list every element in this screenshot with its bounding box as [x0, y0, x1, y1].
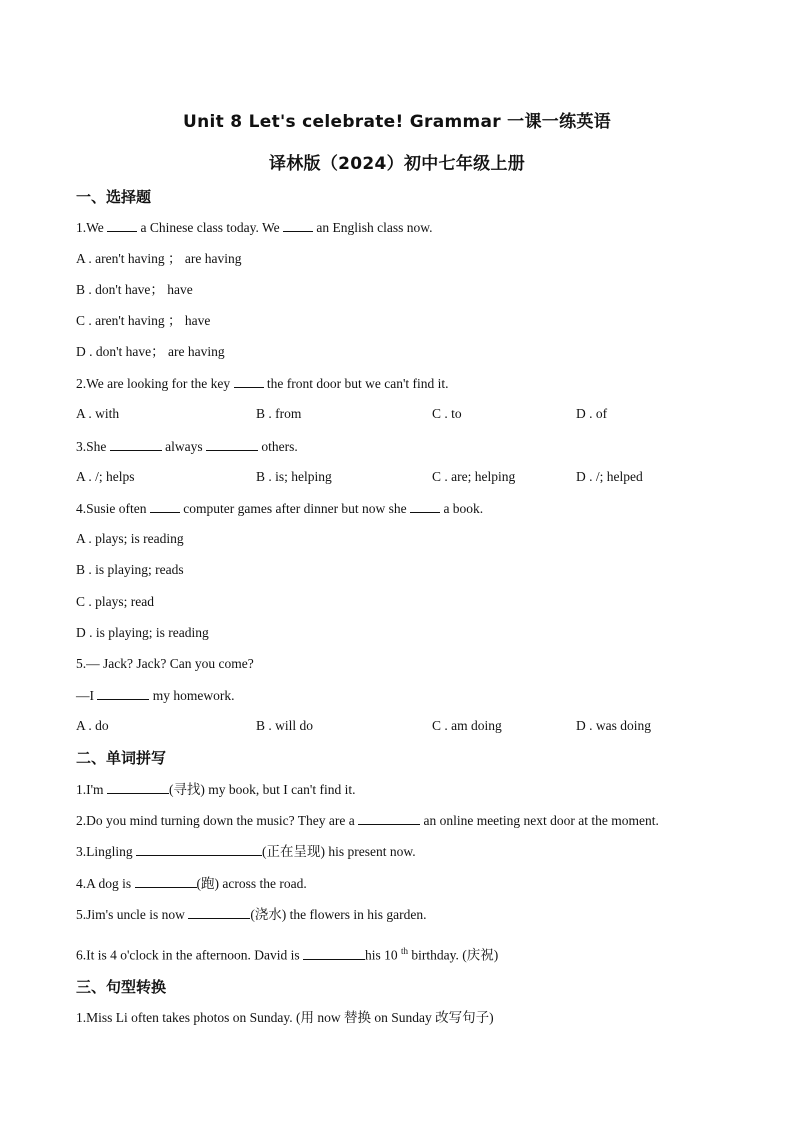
- q4-option-c[interactable]: C . plays; read: [76, 594, 154, 609]
- answer-blank[interactable]: [97, 687, 149, 700]
- q2-option-d[interactable]: D . of: [576, 406, 608, 421]
- section-heading-sentence-transform: 三、句型转换: [76, 978, 167, 996]
- answer-blank[interactable]: [206, 438, 258, 451]
- answer-blank[interactable]: [110, 438, 162, 451]
- section-heading-spelling: 二、单词拼写: [76, 749, 167, 767]
- section-heading-multiple-choice: 一、选择题: [76, 188, 152, 206]
- answer-blank[interactable]: [410, 500, 440, 513]
- q1-option-c[interactable]: C . aren't having ； have: [76, 313, 211, 328]
- q5-option-d[interactable]: D . was doing: [576, 718, 651, 733]
- q3-option-b[interactable]: B . is; helping: [256, 469, 332, 484]
- answer-blank[interactable]: [107, 781, 169, 794]
- q2-option-c[interactable]: C . to: [432, 406, 462, 421]
- q5-option-a[interactable]: A . do: [76, 718, 109, 733]
- page-subtitle: 译林版（2024）初中七年级上册: [268, 154, 526, 174]
- q1-option-a[interactable]: A . aren't having ； are having: [76, 251, 242, 266]
- q3-option-a[interactable]: A . /; helps: [76, 469, 135, 484]
- question-5: 5.— Jack? Jack? Can you come?: [76, 656, 254, 671]
- answer-blank[interactable]: [150, 500, 180, 513]
- spelling-item-1: 1.I'm (寻找) my book, but I can't find it.: [76, 782, 356, 797]
- answer-blank[interactable]: [358, 812, 420, 825]
- q5-option-b[interactable]: B . will do: [256, 718, 314, 733]
- q3-option-c[interactable]: C . are; helping: [432, 469, 516, 484]
- q5-option-c[interactable]: C . am doing: [432, 718, 502, 733]
- answer-blank[interactable]: [188, 906, 250, 919]
- answer-blank[interactable]: [283, 219, 313, 232]
- question-5-response: —I my homework.: [76, 688, 235, 703]
- q1-option-b[interactable]: B . don't have； have: [76, 282, 193, 297]
- question-3: 3.She always others.: [76, 439, 298, 454]
- spelling-item-3: 3.Lingling (正在呈现) his present now.: [76, 844, 416, 859]
- transform-item-1: 1.Miss Li often takes photos on Sunday. (用 now 替换 on Sunday 改写句子): [76, 1010, 494, 1025]
- answer-blank[interactable]: [136, 843, 262, 856]
- answer-blank[interactable]: [107, 219, 137, 232]
- page-title: Unit 8 Let's celebrate! Grammar 一课一练英语: [183, 112, 611, 132]
- spelling-item-2: 2.Do you mind turning down the music? They are a an online meeting next door at the moment.: [76, 813, 659, 828]
- q3-option-d[interactable]: D . /; helped: [576, 469, 643, 484]
- question-2: 2.We are looking for the key the front door but we can't find it.: [76, 376, 449, 391]
- q1-option-d[interactable]: D . don't have； are having: [76, 344, 225, 359]
- question-4: 4.Susie often computer games after dinner but now she a book.: [76, 501, 484, 516]
- spelling-item-6: 6.It is 4 o'clock in the afternoon. David is his 10 $^{th}$ birthday. (庆祝): [76, 946, 499, 963]
- spelling-item-5: 5.Jim's uncle is now (浇水) the flowers in his garden.: [76, 907, 427, 922]
- q2-option-a[interactable]: A . with: [76, 406, 120, 421]
- question-1: 1.We a Chinese class today. We an English class now.: [76, 220, 433, 235]
- answer-blank[interactable]: [303, 947, 365, 960]
- spelling-item-4: 4.A dog is (跑) across the road.: [76, 876, 307, 891]
- q4-option-a[interactable]: A . plays; is reading: [76, 531, 184, 546]
- answer-blank[interactable]: [234, 375, 264, 388]
- q4-option-d[interactable]: D . is playing; is reading: [76, 625, 209, 640]
- q2-option-b[interactable]: B . from: [256, 406, 302, 421]
- answer-blank[interactable]: [135, 875, 197, 888]
- q4-option-b[interactable]: B . is playing; reads: [76, 562, 184, 577]
